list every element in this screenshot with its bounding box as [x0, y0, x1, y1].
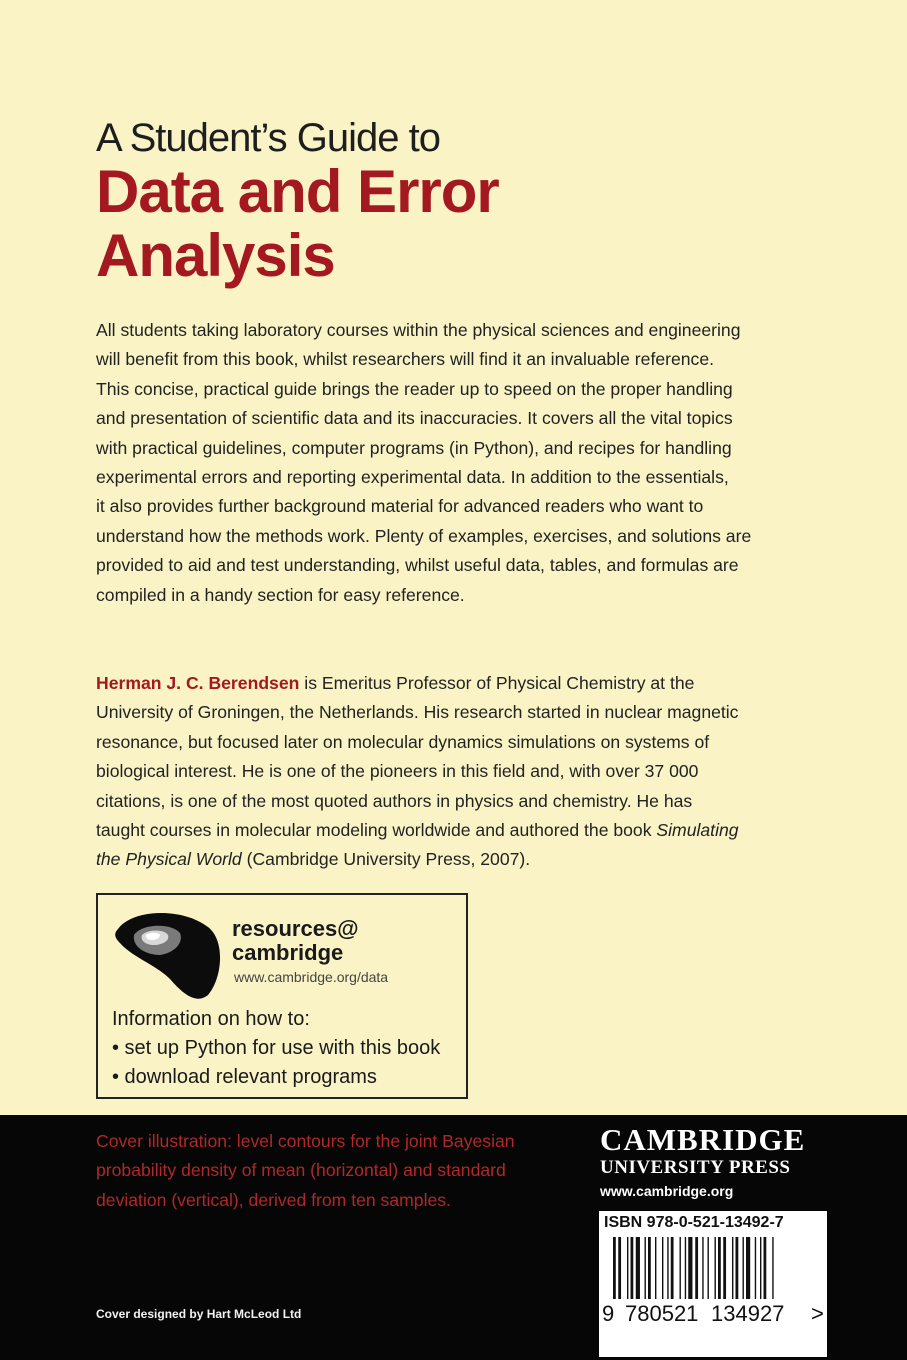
bio-line-text: taught courses in molecular modeling worldwide and authored the book [96, 820, 657, 841]
resources-brand-line-1: resources@ [232, 916, 359, 941]
publisher-name: CAMBRIDGE [600, 1122, 806, 1157]
description-line: understand how the methods work. Plenty of examples, exercises, and solutions are [96, 525, 752, 546]
ean-digit-group: 134927 [711, 1301, 785, 1326]
book-title [96, 160, 499, 288]
description-line: All students taking laboratory courses within the physical sciences and engineering [96, 320, 741, 340]
book-title-line-2: Analysis [96, 222, 335, 289]
resources-logo-icon [112, 909, 224, 1001]
bio-line: resonance, but focused later on molecular dynamics simulations on systems of [96, 731, 710, 752]
resources-brand [232, 917, 359, 965]
cover-footer [0, 1115, 907, 1360]
bio-line: citations, is one of the most quoted authors in physics and chemistry. He has [96, 790, 693, 811]
title-kicker: A Student’s Guide to [96, 116, 440, 160]
description-line: compiled in a handy section for easy reference. [96, 584, 465, 605]
resources-info [112, 1005, 440, 1092]
bio-line [96, 845, 796, 874]
book-reference-title: Simulating [656, 820, 739, 841]
description-line: it also provides further background material for advanced readers who want to [96, 496, 704, 517]
isbn-number: ISBN 978-0-521-13492-7 [604, 1214, 784, 1231]
resources-url: www.cambridge.org/data [234, 969, 389, 985]
isbn-barcode [599, 1211, 827, 1357]
resources-info-item: • download relevant programs [112, 1066, 377, 1088]
publisher-url: www.cambridge.org [600, 1183, 734, 1199]
resources-brand-line-2: cambridge [232, 940, 344, 965]
description-line: and presentation of scientific data and its inaccuracies. It covers all the vital topics [96, 408, 733, 429]
bio-line [96, 816, 796, 845]
ean-digit-group: 780521 [625, 1301, 699, 1326]
description-line: This concise, practical guide brings the reader up to speed on the proper handling [96, 378, 733, 399]
resources-info-item: • set up Python for use with this book [112, 1037, 441, 1059]
barcode-icon [613, 1237, 813, 1303]
book-title-line-1: Data and Error [96, 158, 499, 225]
description-line: provided to aid and test understanding, whilst useful data, tables, and formulas are [96, 555, 739, 576]
credit-line: probability density of mean (horizontal) and standard [96, 1160, 506, 1181]
ean-digit-group: > [811, 1301, 824, 1326]
publisher-subtitle: UNIVERSITY PRESS [600, 1157, 791, 1178]
book-reference-title: the Physical World [96, 849, 242, 870]
resources-box [96, 893, 468, 1099]
ean-digit-group: 9 [602, 1301, 615, 1326]
bio-line [96, 669, 796, 698]
description-line: with practical guidelines, computer programs (in Python), and recipes for handling [96, 437, 732, 458]
credit-line: Cover illustration: level contours for the joint Bayesian [96, 1131, 515, 1151]
author-name: Herman J. C. Berendsen [96, 673, 300, 693]
bio-line-text: is Emeritus Professor of Physical Chemistry at the [299, 673, 695, 693]
description-line: will benefit from this book, whilst researchers will find it an invaluable reference. [96, 349, 715, 370]
description-line: experimental errors and reporting experimental data. In addition to the essentials, [96, 467, 729, 488]
bio-line: biological interest. He is one of the pioneers in this field and, with over 37 000 [96, 761, 699, 782]
credit-line: deviation (vertical), derived from ten samples. [96, 1189, 451, 1210]
author-bio [96, 669, 796, 875]
resources-info-heading: Information on how to: [112, 1008, 310, 1030]
designer-credit: Cover designed by Hart McLeod Ltd [96, 1307, 302, 1321]
cover-illustration-credit [96, 1127, 515, 1215]
bio-line-text: (Cambridge University Press, 2007). [241, 849, 531, 870]
bio-line: University of Groningen, the Netherlands. His research started in nuclear magnetic [96, 702, 739, 723]
publisher-logo [600, 1123, 805, 1199]
book-description [96, 316, 796, 610]
